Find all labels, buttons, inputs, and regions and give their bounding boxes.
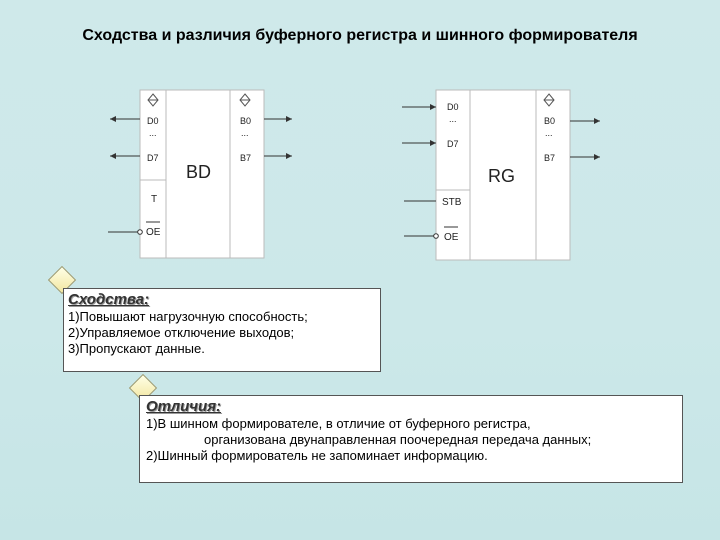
page-title: Сходства и различия буферного регистра и шинного формирователя [82,27,638,44]
bd-output-b7: B7 [240,153,252,163]
differences-heading: Отличия: [146,398,222,415]
rg-center-label: RG [488,166,515,186]
bd-center-label: BD [186,162,212,182]
rg-input-ellipsis: ... [449,114,457,124]
bd-output-ellipsis: ... [241,128,249,138]
difference-item-continuation: организована двунаправленная поочередная передача данных; [204,432,592,447]
similarities-heading: Сходства: [68,291,150,308]
rg-output-b0: B0 [544,116,556,126]
difference-item: 1)В шинном формирователе, в отличие от буферного регистра, [146,416,531,431]
bd-control-t: T [151,194,158,205]
rg-control-oe: OE [444,232,459,243]
bd-control-oe: OE [146,227,161,238]
bd-input-d7: D7 [147,153,159,163]
differences-box [139,395,683,483]
similarities-box [63,288,381,372]
rg-input-d0: D0 [447,102,459,112]
rg-output-ellipsis: ... [545,128,553,138]
bd-input-ellipsis: ... [149,128,157,138]
difference-item: 2)Шинный формирователь не запоминает информацию. [146,448,488,463]
bd-block [108,90,292,258]
bd-input-d0: D0 [147,116,159,126]
similarity-item: 1)Повышают нагрузочную способность; [68,309,308,324]
rg-control-stb: STB [442,197,462,208]
rg-output-b7: B7 [544,153,556,163]
rg-block [402,90,600,260]
similarity-item: 2)Управляемое отключение выходов; [68,325,295,340]
similarity-item: 3)Пропускают данные. [68,341,205,356]
bd-output-b0: B0 [240,116,252,126]
rg-input-d7: D7 [447,139,459,149]
